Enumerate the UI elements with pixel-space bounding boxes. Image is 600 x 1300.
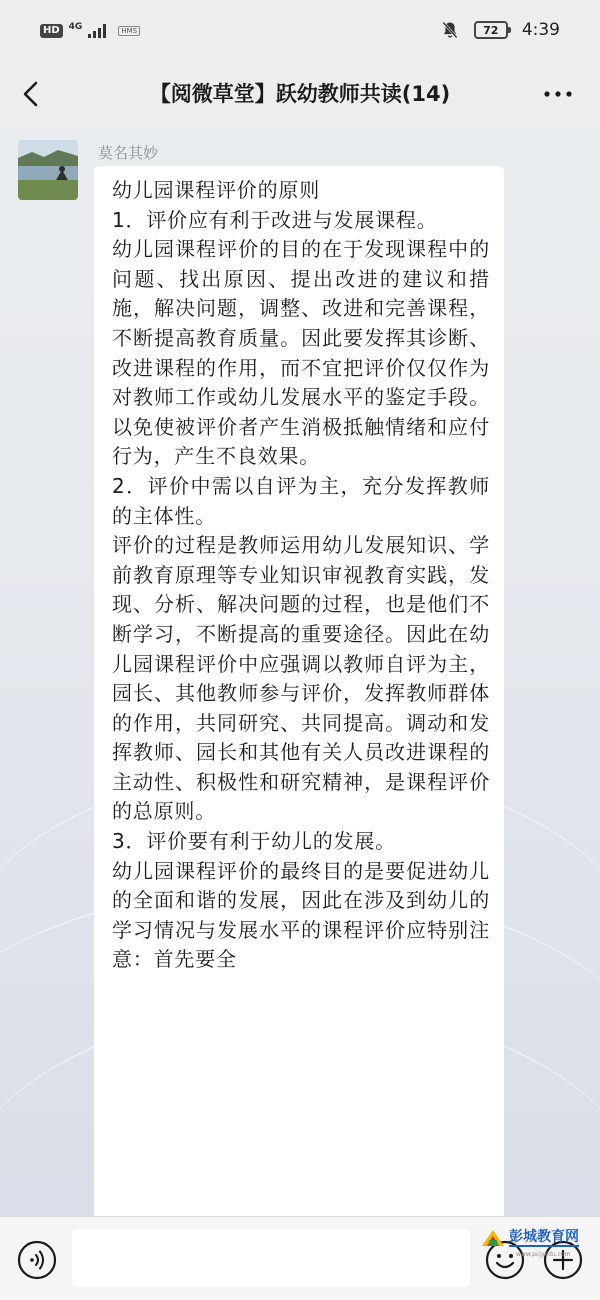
watermark-logo-icon — [480, 1226, 506, 1250]
hd-badge: HD — [40, 24, 63, 38]
bell-off-icon — [440, 20, 460, 40]
message-paragraph: 幼儿园课程评价的最终目的是要促进幼儿的全面和谐的发展，因此在涉及到幼儿的学习情况与发展水平的课程评价应特别注意：首先要全 — [112, 858, 490, 972]
clock: 4:39 — [521, 20, 560, 40]
sender-name: 莫名其妙 — [98, 144, 159, 162]
network-type: 4G — [68, 22, 83, 32]
message-heading: 幼儿园课程评价的原则 — [112, 178, 320, 202]
message-paragraph: 幼儿园课程评价的目的在于发现课程中的问题、找出原因、提出改进的建议和措施，解决问题，调整、改进和完善课程，不断提高教育质量。因此要发挥其诊断、改进课程的作用，而不宜把评价仅仅作为对教师工作或幼儿发展水平的鉴定手段。以免使被评价者产生消极抵触情绪和应付行为，产生不良效果。 — [112, 237, 490, 469]
status-bar — [0, 0, 600, 62]
sender-avatar[interactable] — [18, 140, 78, 200]
message-paragraph: 评价的过程是教师运用幼儿发展知识、学前教育原理等专业知识审视教育实践，发现、分析、解决问题的过程，也是他们不断学习，不断提高的重要途径。因此在幼儿园课程评价中应强调以教师自评为主，园长、其他教师参与评价，发挥教师群体的作用，共同研究、共同提高。调动和发挥教师、园长和其他有关人员改进课程的主动性、积极性和研究精神，是课程评价的总原则。 — [112, 533, 490, 824]
input-bar — [0, 1216, 600, 1300]
voice-input-icon[interactable] — [16, 1239, 58, 1281]
watermark-url: www.pcjyedu.com — [516, 1251, 571, 1258]
watermark-text: 彭城教育网 — [509, 1229, 579, 1245]
hms-label: HMS — [118, 26, 140, 36]
back-button[interactable] — [14, 76, 50, 112]
message-point-2: 2．评价中需以自评为主，充分发挥教师的主体性。 — [112, 473, 490, 528]
more-options-button[interactable] — [538, 76, 578, 112]
chat-title: 【阅微草堂】跃幼教师共读(14) — [149, 82, 451, 106]
chat-area[interactable] — [0, 126, 600, 1216]
message-point-3: 3．评价要有利于幼儿的发展。 — [112, 829, 396, 854]
status-left — [40, 24, 140, 38]
message-point-1: 1．评价应有利于改进与发展课程。 — [112, 207, 438, 232]
message-input[interactable] — [72, 1229, 470, 1287]
battery-icon: 72 — [474, 21, 508, 39]
nav-bar — [0, 62, 600, 126]
watermark — [480, 1225, 592, 1251]
status-right — [440, 20, 560, 40]
signal-icon — [88, 24, 106, 38]
message-bubble[interactable] — [94, 166, 504, 1216]
